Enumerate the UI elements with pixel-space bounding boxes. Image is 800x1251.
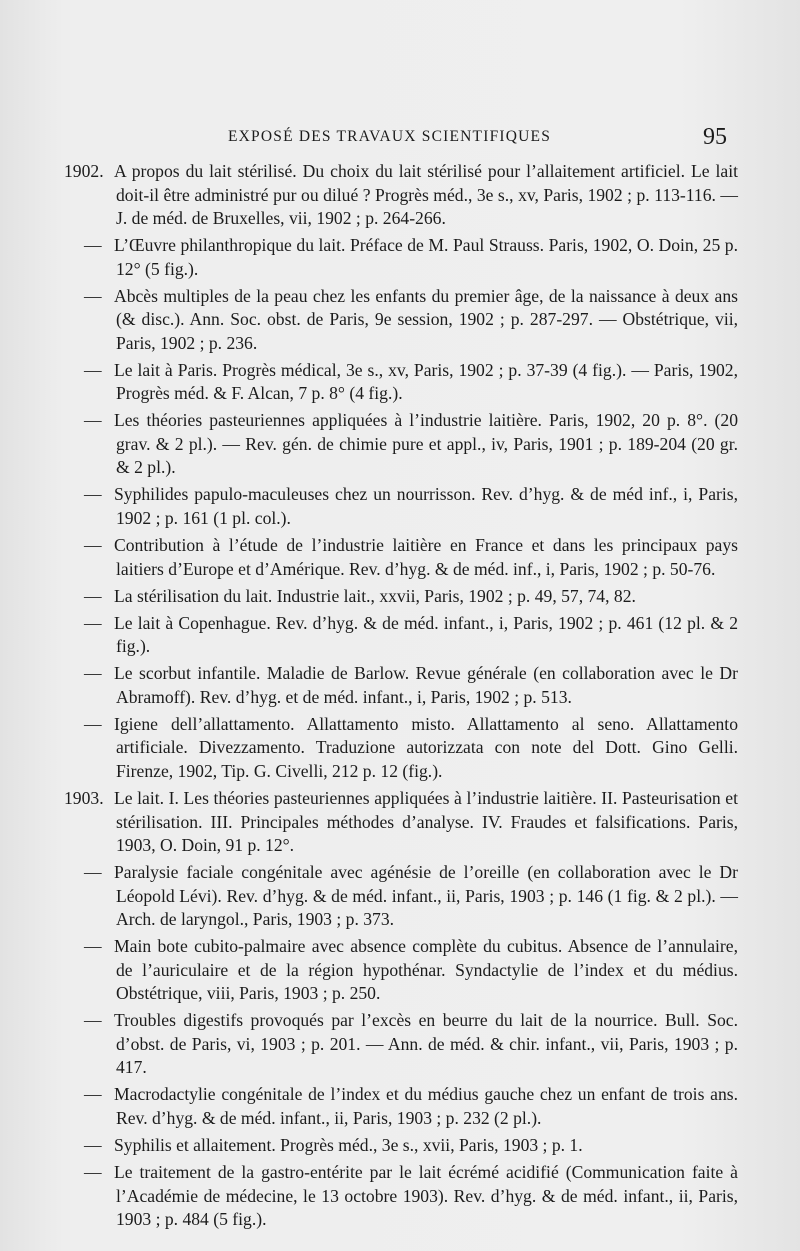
entry-dash: —: [84, 1010, 102, 1031]
bibliography-entry: [0, 1009, 738, 1080]
bibliography-entry: [0, 787, 738, 858]
bibliography-entry: [0, 234, 738, 281]
entry-text: Syphilis et allaitement. Progrès méd., 3e s., xvii, Paris, 1903 ; p. 1.: [114, 1135, 583, 1155]
entry-text: Macrodactylie congénitale de l’index et du médius gauche chez un enfant de trois ans. Rev. d’hyg. & de méd. infant., ii, Paris, 1903 ; p. 232 (2 pl.).: [114, 1084, 738, 1128]
entry-dash: —: [84, 1135, 102, 1155]
entry-dash: —: [84, 936, 102, 957]
entry-dash: —: [84, 1084, 102, 1105]
entry-dash: —: [84, 663, 102, 684]
entry-text: Le scorbut infantile. Maladie de Barlow. Revue générale (en collaboration avec le Dr Abramoff). Rev. d’hyg. et de méd. infant., i, Paris, 1902 ; p. 513.: [114, 663, 738, 707]
entry-text: Le lait à Paris. Progrès médical, 3e s., xv, Paris, 1902 ; p. 37-39 (4 fig.). — Paris, 1902, Progrès méd. & F. Alcan, 7 p. 8° (4 fig.).: [114, 359, 738, 404]
bibliography-entry: [0, 1161, 738, 1232]
entry-dash: —: [84, 585, 102, 606]
entry-text: L’Œuvre philanthropique du lait. Préface de M. Paul Strauss. Paris, 1902, O. Doin, 25 p. 12° (5 fig.).: [114, 235, 738, 279]
bibliography-entry: [0, 713, 738, 784]
entry-text: Les théories pasteuriennes appliquées à l’industrie laitière. Paris, 1902, 20 p. 8°. (20 grav. & 2 pl.). — Rev. gén. de chimie pure et appl., iv, Paris, 1901 ; p. 189-204 (20 gr. & 2 pl.).: [114, 410, 738, 478]
entry-text: Main bote cubito-palmaire avec absence complète du cubitus. Absence de l’annulaire, de l’auriculaire et de la région hypothénar. Syndactylie de l’index et du médius. Obstétrique, viii, Paris, 1903 ; p. 250.: [114, 936, 738, 1004]
entry-text: Le lait. I. Les théories pasteuriennes appliquées à l’industrie laitière. II. Pasteurisation et stérilisation. III. Principales méthodes d’analyse. IV. Fraudes et falsifications. Paris, 1903, O. Doin, 91 p. 12°.: [114, 788, 738, 856]
entry-text: Abcès multiples de la peau chez les enfants du premier âge, de la naissance à deux ans (& disc.). Ann. Soc. obst. de Paris, 9e session, 1902 ; p. 287-297. — Obstétrique, vii, Paris, 1902 ; p. 236.: [114, 285, 738, 353]
bibliography-entry: [0, 861, 738, 932]
bibliography-entry: [0, 483, 738, 530]
entry-dash: —: [84, 410, 102, 431]
bibliography-entry: [0, 935, 738, 1006]
bibliography-entry: [0, 160, 738, 231]
page-header: [0, 124, 800, 154]
entry-dash: —: [84, 285, 102, 306]
bibliography-entry: [0, 534, 738, 581]
entry-text: Le lait à Copenhague. Rev. d’hyg. & de méd. infant., i, Paris, 1902 ; p. 461 (12 pl. & 2 fig.).: [114, 612, 738, 657]
entry-dash: —: [84, 862, 102, 883]
running-title: EXPOSÉ DES TRAVAUX SCIENTIFIQUES: [228, 128, 552, 145]
bibliography-entry: [0, 662, 738, 709]
bibliography-entry: [0, 359, 738, 406]
entry-text: Syphilides papulo-maculeuses chez un nourrisson. Rev. d’hyg. & de méd inf., i, Paris, 1902 ; p. 161 (1 pl. col.).: [114, 484, 738, 528]
entry-dash: —: [84, 612, 102, 633]
entry-dash: —: [84, 359, 102, 380]
entry-text: A propos du lait stérilisé. Du choix du lait stérilisé pour l’allaitement artificiel. Le lait doit-il être administré pur ou dilué ? Progrès méd., 3e s., xv, Paris, 1902 ; p. 113-116. — J. de méd. de Bruxelles, vii, 1902 ; p. 264-266.: [114, 161, 738, 228]
entry-dash: —: [84, 713, 102, 734]
bibliography-entry: [0, 1134, 738, 1158]
entry-year: 1902.: [64, 161, 104, 181]
entry-text: Paralysie faciale congénitale avec agénésie de l’oreille (en collaboration avec le Dr Léopold Lévi). Rev. d’hyg. & de méd. infant., ii, Paris, 1903 ; p. 146 (1 fig. & 2 pl.). — Arch. de laryngol., Paris, 1903 ; p. 373.: [114, 862, 738, 930]
entry-text: Igiene dell’allattamento. Allattamento misto. Allattamento al seno. Allattamento artificiale. Divezzamento. Traduzione autorizzata con note del Dott. Gino Gelli. Firenze, 1902, Tip. G. Civelli, 212 p. 12 (fig.).: [114, 713, 738, 781]
page-number: 95: [703, 124, 727, 150]
entry-dash: —: [84, 484, 102, 505]
bibliography-entry: [0, 612, 738, 659]
bibliography-entry: [0, 409, 738, 480]
entry-dash: —: [84, 235, 102, 256]
entry-text: Troubles digestifs provoqués par l’excès en beurre du lait de la nourrice. Bull. Soc. d’obst. de Paris, vi, 1903 ; p. 201. — Ann. de méd. & chir. infant., vii, Paris, 1903 ; p. 417.: [114, 1010, 738, 1078]
entry-dash: —: [84, 1162, 102, 1183]
bibliography-entry: [0, 585, 738, 609]
entry-text: La stérilisation du lait. Industrie lait., xxvii, Paris, 1902 ; p. 49, 57, 74, 82.: [114, 585, 636, 606]
entry-year: 1903.: [64, 788, 104, 809]
bibliography-entry: [0, 285, 738, 356]
bibliography-list: [0, 160, 800, 1235]
bibliography-entry: [0, 1083, 738, 1130]
entry-text: Le traitement de la gastro-entérite par le lait écrémé acidifié (Communication faite à l’Académie de médecine, le 13 octobre 1903). Rev. d’hyg. & de méd. infant., ii, Paris, 1903 ; p. 484 (5 fig.).: [114, 1162, 738, 1230]
entry-text: Contribution à l’étude de l’industrie laitière en France et dans les principaux pays laitiers d’Europe et d’Amérique. Rev. d’hyg. & de méd. inf., i, Paris, 1902 ; p. 50-76.: [114, 535, 738, 579]
entry-dash: —: [84, 535, 102, 556]
